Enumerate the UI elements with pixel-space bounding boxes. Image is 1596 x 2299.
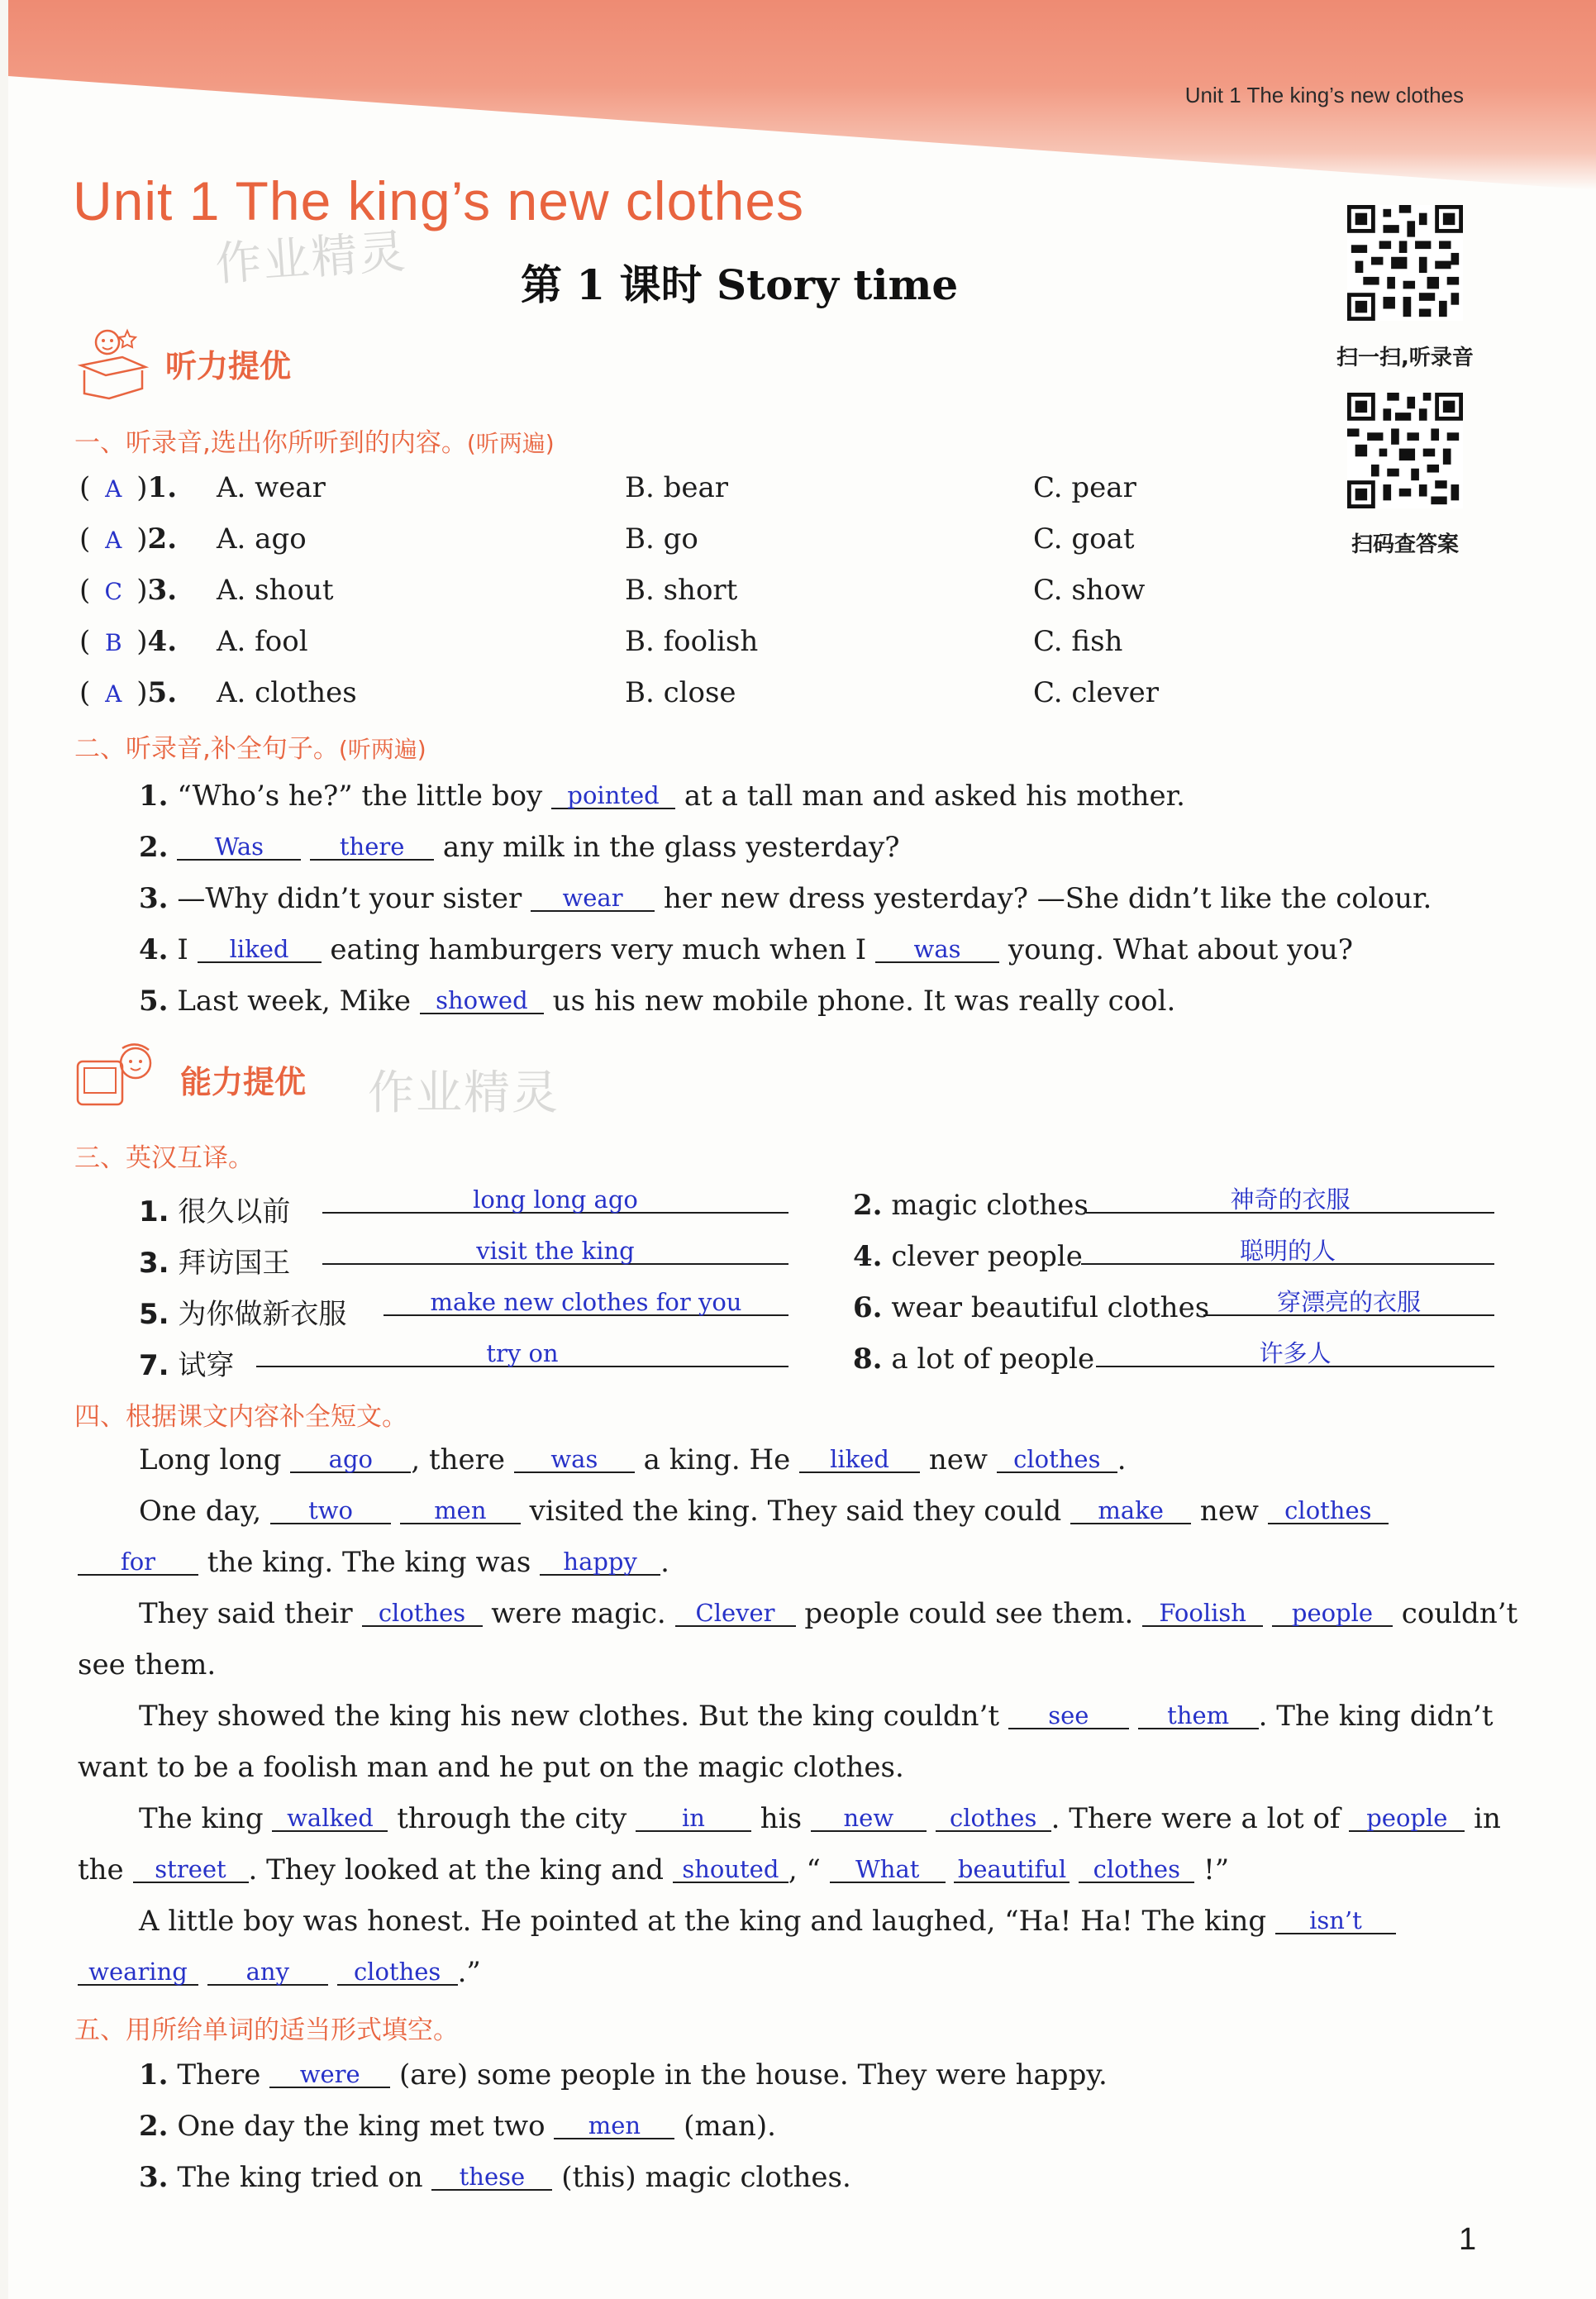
answer-blank[interactable]: two (270, 1498, 391, 1524)
passage-text: the king. The king was (198, 1546, 541, 1579)
answer-blank[interactable]: 许多人 (1096, 1341, 1494, 1367)
part3-item-6 (853, 1291, 1209, 1324)
workbook-page (8, 0, 1596, 2299)
qr-code-listen-icon[interactable] (1347, 205, 1463, 321)
passage-text: were magic. (482, 1597, 675, 1630)
passage-text: They showed the king his new clothes. But the king couldn’t (139, 1700, 1008, 1733)
part3-item-1 (139, 1189, 290, 1229)
part1-answer-slot[interactable]: ( A )1. (79, 471, 178, 504)
part5-title: 五、用所给单词的适当形式填空。 (74, 2015, 459, 2045)
passage-text: his (751, 1802, 811, 1835)
part3-item-3 (139, 1240, 290, 1281)
option-a: A. fool (217, 625, 308, 658)
answer-blank[interactable]: there (310, 834, 434, 861)
item-number: 4. (853, 1240, 883, 1273)
option-c: C. goat (1033, 522, 1135, 556)
sentence-text: (are) some people in the house. They were happy. (390, 2058, 1108, 2092)
lesson-title: 第 1 课时 Story time (521, 260, 959, 309)
passage-text: through the city (388, 1802, 636, 1835)
passage-text: . They looked at the king and (248, 1853, 673, 1886)
answer-blank[interactable]: them (1138, 1703, 1259, 1729)
part3-blank-3[interactable] (322, 1235, 788, 1268)
passage-text: new (1191, 1495, 1268, 1528)
page-number: 1 (1459, 2222, 1477, 2257)
answer-blank[interactable]: men (400, 1498, 521, 1524)
item-number: 1. (147, 471, 178, 504)
item-number: 6. (853, 1291, 883, 1324)
sentence-text: (man). (674, 2110, 776, 2143)
part3-blank-5[interactable] (384, 1286, 788, 1319)
item-number: 3. (139, 882, 169, 915)
answer-blank[interactable]: 穿漂亮的衣服 (1203, 1290, 1494, 1316)
passage-text: , there (411, 1443, 514, 1476)
prompt-text: 试穿 (178, 1349, 235, 1382)
choice-answer: A (105, 475, 122, 503)
passage-text: new (920, 1443, 997, 1476)
answer-blank[interactable]: any (207, 1959, 328, 1986)
sentence-text: Last week, Mike (177, 985, 420, 1018)
option-c: C. clever (1033, 676, 1160, 709)
answer-blank[interactable]: liked (799, 1447, 920, 1473)
answer-blank[interactable]: long long ago (322, 1187, 788, 1214)
qr-code-answers-icon[interactable] (1347, 393, 1463, 508)
item-number: 3. (147, 574, 178, 607)
part5-sentence-1 (139, 2058, 1108, 2092)
prompt-text: clever people (891, 1240, 1083, 1273)
passage-line-10 (139, 1905, 1396, 1938)
choice-answer: A (105, 527, 122, 554)
passage-line-7: want to be a foolish man and he put on the magic clothes. (78, 1751, 904, 1784)
answer-blank[interactable]: make new clothes for you (384, 1290, 788, 1316)
part3-item-4 (853, 1240, 1083, 1273)
part1-title-text: 一、听录音,选出你所听到的内容。 (74, 428, 467, 458)
answer-blank[interactable]: was (514, 1447, 635, 1473)
passage-line-9 (78, 1853, 1229, 1886)
watermark: 作业精灵 (368, 1066, 560, 1120)
answer-blank[interactable]: 聪明的人 (1081, 1238, 1494, 1265)
passage-text: Long long (139, 1443, 291, 1476)
passage-line-8 (139, 1802, 1501, 1835)
part3-item-7 (139, 1343, 234, 1383)
passage-text: One day, (139, 1495, 271, 1528)
answer-blank[interactable]: pointed (551, 783, 675, 809)
passage-line-11 (78, 1956, 481, 1989)
prompt-text: 拜访国王 (178, 1247, 291, 1280)
part3-blank-4[interactable] (1081, 1235, 1494, 1268)
item-number: 4. (139, 933, 169, 966)
option-c: C. show (1033, 574, 1146, 607)
prompt-text: a lot of people (891, 1343, 1095, 1376)
passage-line-2 (139, 1495, 1389, 1528)
item-number: 2. (147, 522, 178, 556)
item-number: 4. (147, 625, 178, 658)
answer-blank[interactable]: beautiful (954, 1857, 1070, 1883)
option-a: A. clothes (217, 676, 357, 709)
passage-line-5: see them. (78, 1648, 217, 1681)
answer-blank[interactable]: Foolish (1142, 1600, 1263, 1627)
prompt-text: magic clothes (891, 1189, 1089, 1222)
running-head: Unit 1 The king’s new clothes (1184, 83, 1464, 107)
item-number: 3. (139, 2161, 169, 2194)
passage-line-6 (139, 1700, 1494, 1733)
passage-line-1 (139, 1443, 1127, 1476)
passage-text: visited the king. They said they could (520, 1495, 1071, 1528)
answer-blank[interactable]: 神奇的衣服 (1086, 1187, 1494, 1214)
item-number: 1. (139, 1195, 169, 1228)
answer-blank[interactable]: clothes (337, 1959, 458, 1986)
part1-title (74, 422, 555, 459)
option-b: B. short (625, 574, 738, 607)
sentence-text: at a tall man and asked his mother. (675, 780, 1185, 813)
option-c: C. fish (1033, 625, 1123, 658)
answer-blank[interactable]: wearing (78, 1959, 198, 1986)
passage-text: , “ (788, 1853, 830, 1886)
item-number: 5. (139, 1298, 169, 1331)
part3-blank-1[interactable] (322, 1184, 788, 1217)
part3-title: 三、英汉互译。 (74, 1143, 254, 1173)
part3-blank-2[interactable] (1086, 1184, 1494, 1217)
part2-sentence-4 (139, 933, 1353, 966)
listening-badge-icon (73, 324, 155, 403)
item-number: 5. (147, 676, 178, 709)
option-a: A. ago (217, 522, 307, 556)
answer-blank[interactable]: happy (540, 1549, 660, 1576)
part3-item-2 (853, 1189, 1089, 1222)
part2-note: (听两遍) (338, 736, 426, 763)
sentence-text: young. What about you? (999, 933, 1353, 966)
part1-answer-slot[interactable]: ( C )3. (79, 574, 178, 607)
sentence-text: The king tried on (177, 2161, 432, 2194)
answer-blank[interactable]: these (431, 2164, 552, 2191)
qr-answers-label: 扫码查答案 (1351, 532, 1459, 557)
answer-blank[interactable]: for (78, 1549, 198, 1576)
passage-text: They said their (139, 1597, 362, 1630)
passage-text: a king. He (634, 1443, 800, 1476)
part2-sentence-3 (139, 882, 1432, 915)
answer-blank[interactable]: were (269, 2062, 390, 2088)
sentence-text: us his new mobile phone. It was really cool. (543, 985, 1176, 1018)
part1-answer-slot[interactable]: ( B )4. (79, 625, 178, 658)
part2-title (74, 727, 426, 765)
answer-blank[interactable]: men (554, 2113, 674, 2139)
choice-answer: B (104, 629, 122, 656)
option-a: A. wear (217, 471, 326, 504)
option-b: B. go (625, 522, 698, 556)
passage-text: !” (1194, 1853, 1230, 1886)
sentence-text: One day the king met two (177, 2110, 555, 2143)
part4-title: 四、根据课文内容补全短文。 (74, 1402, 407, 1432)
part3-item-8 (853, 1343, 1094, 1376)
item-number: 2. (139, 2110, 169, 2143)
choice-answer: C (104, 578, 122, 605)
item-number: 8. (853, 1343, 883, 1376)
part1-answer-slot[interactable]: ( A )5. (79, 676, 178, 709)
part2-title-text: 二、听录音,补全句子。 (74, 734, 339, 764)
qr-listen-label: 扫一扫,听录音 (1336, 346, 1474, 370)
answer-blank[interactable]: clothes (936, 1805, 1051, 1832)
item-number: 1. (139, 780, 169, 813)
part3-item-5 (139, 1291, 346, 1332)
passage-text: .” (457, 1956, 481, 1989)
answer-blank[interactable]: street (133, 1857, 249, 1883)
answer-blank[interactable]: clothes (362, 1600, 483, 1627)
sentence-text: (this) magic clothes. (552, 2161, 851, 2194)
passage-text: The king (139, 1802, 273, 1835)
option-b: B. close (625, 676, 736, 709)
part3-blank-7[interactable] (256, 1338, 788, 1371)
answer-blank[interactable]: in (636, 1805, 751, 1832)
answer-blank[interactable]: clothes (1268, 1498, 1389, 1524)
part3-blank-8[interactable] (1096, 1338, 1494, 1371)
sentence-text: her new dress yesterday? —She didn’t like the colour. (655, 882, 1432, 915)
answer-blank[interactable]: isn’t (1275, 1908, 1396, 1934)
passage-line-4 (139, 1597, 1517, 1630)
watermark: 作业精灵 (213, 224, 409, 293)
option-c: C. pear (1033, 471, 1136, 504)
part1-answer-slot[interactable]: ( A )2. (79, 522, 178, 556)
answer-blank[interactable]: Clever (675, 1600, 796, 1627)
passage-text: couldn’t (1392, 1597, 1518, 1630)
item-number: 5. (139, 985, 169, 1018)
passage-text: the (78, 1853, 133, 1886)
answer-blank[interactable]: clothes (1079, 1857, 1194, 1883)
option-b: B. bear (625, 471, 729, 504)
passage-text: A little boy was honest. He pointed at the king and laughed, “Ha! Ha! The king (139, 1905, 1275, 1938)
sentence-text: There (177, 2058, 270, 2092)
passage-text: . There were a lot of (1051, 1802, 1350, 1835)
option-a: A. shout (217, 574, 334, 607)
answer-blank[interactable]: walked (272, 1805, 388, 1832)
unit-title: Unit 1 The king’s new clothes (73, 170, 805, 231)
answer-blank[interactable]: wear (531, 885, 655, 912)
item-number: 2. (853, 1189, 883, 1222)
choice-answer: A (105, 680, 122, 708)
answer-blank[interactable]: was (875, 937, 999, 963)
answer-blank[interactable]: shouted (673, 1857, 788, 1883)
sentence-text: —Why didn’t your sister (177, 882, 531, 915)
answer-blank[interactable]: people (1272, 1600, 1393, 1627)
sentence-text: eating hamburgers very much when I (321, 933, 876, 966)
prompt-text: wear beautiful clothes (891, 1291, 1210, 1324)
sentence-text: I (177, 933, 198, 966)
answer-blank[interactable]: Was (177, 834, 301, 861)
answer-blank[interactable]: clothes (997, 1447, 1117, 1473)
passage-text: people could see them. (795, 1597, 1143, 1630)
item-number: 2. (139, 831, 169, 864)
option-b: B. foolish (625, 625, 759, 658)
answer-blank[interactable]: try on (256, 1341, 788, 1367)
passage-text: . (1117, 1443, 1127, 1476)
item-number: 3. (139, 1247, 169, 1280)
part2-sentence-5 (139, 985, 1175, 1018)
ability-badge-icon (73, 1042, 164, 1112)
answer-blank[interactable]: people (1349, 1805, 1465, 1832)
passage-text: in (1465, 1802, 1501, 1835)
answer-blank[interactable]: new (811, 1805, 927, 1832)
ability-section-title: 能力提优 (180, 1064, 307, 1100)
answer-blank[interactable]: What (830, 1857, 946, 1883)
sentence-text: “Who’s he?” the little boy (177, 780, 552, 813)
answer-blank[interactable]: liked (198, 937, 322, 963)
item-number: 7. (139, 1349, 169, 1382)
prompt-text: 很久以前 (178, 1195, 291, 1228)
answer-blank[interactable]: ago (290, 1447, 411, 1473)
part5-sentence-3 (139, 2161, 851, 2194)
part2-sentence-1 (139, 780, 1185, 813)
answer-blank[interactable]: make (1070, 1498, 1191, 1524)
part2-sentence-2 (139, 831, 899, 864)
listening-section-title: 听力提优 (165, 348, 292, 384)
answer-blank[interactable]: visit the king (322, 1238, 788, 1265)
part1-note: (听两遍) (466, 430, 555, 457)
part3-blank-6[interactable] (1203, 1286, 1494, 1319)
prompt-text: 为你做新衣服 (178, 1298, 347, 1331)
passage-line-3 (78, 1546, 669, 1579)
part5-sentence-2 (139, 2110, 776, 2143)
answer-blank[interactable]: showed (420, 988, 544, 1014)
sentence-text: any milk in the glass yesterday? (434, 831, 900, 864)
passage-text: . The king didn’t (1258, 1700, 1494, 1733)
answer-blank[interactable]: see (1008, 1703, 1129, 1729)
item-number: 1. (139, 2058, 169, 2092)
passage-text: . (660, 1546, 669, 1579)
